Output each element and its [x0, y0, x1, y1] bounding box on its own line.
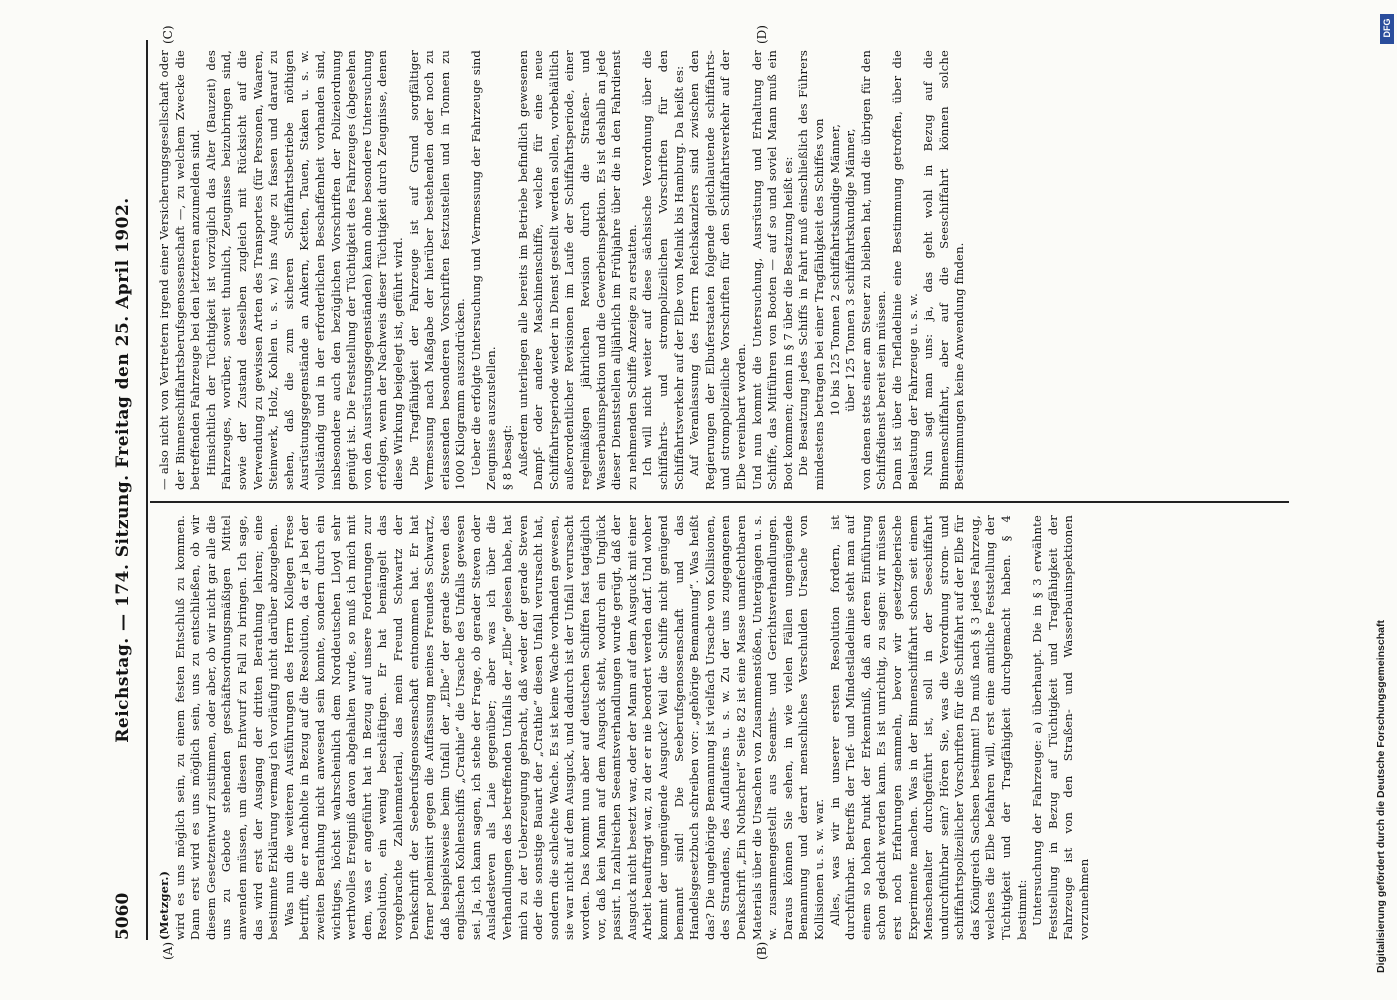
digitization-credit: [1375, 0, 1396, 1000]
margin-mark-c: (C): [160, 25, 175, 44]
right-column: [157, 50, 1287, 490]
page-header: [107, 40, 143, 940]
left-column: [157, 515, 1287, 940]
paragraph: Außerdem unterliegen alle bereits im Betriebe befindlich gewesenen Dampf- oder andere Maschinenschiffe, welche für eine neue Schiffahrtsperiode wieder in Dienst gestellt werden sollen, vorbehältlich außerordentlicher Revisionen im Laufe der Schiffahrtsperiode, einer regelmäßigen jährlichen Revision durch die Straßen- und Wasserbauinspektion und die Gewerbeinspektion. Es ist deshalb an jede dieser Dienststellen alljährlich im Frühjahre über die in den Fahrdienst zu nehmenden Schiffe Anzeige zu erstatten.: [515, 50, 639, 490]
speaker-name: (Metzger.): [156, 870, 171, 940]
paragraph: Dann ist über die Tiefladelinie eine Bestimmung getroffen, über die Belastung der Fahrzeuge u. s. w.: [889, 50, 919, 490]
paragraph: Die Besatzung jedes Schiffs in Fahrt muß einschließlich des Führers mindestens betragen bei einer Tragfähigkeit des Schiffes von: [795, 50, 826, 490]
credit-text: Digitalisierung gefördert durch die Deutsche Forschungsgemeinschaft: [1375, 620, 1387, 973]
rotated-newspaper-page: [49, 0, 1349, 1000]
column-divider: [150, 501, 1289, 503]
table-line: 10 bis 125 Tonnen 2 schiffahrtskundige Männer,: [827, 123, 842, 417]
margin-mark-d: (D): [754, 25, 769, 44]
margin-mark-b: (B): [754, 941, 769, 960]
paragraph: von denen stets einer am Steuer zu bleiben hat, und die übrigen für den Schiffsdienst bereit sein müssen.: [858, 50, 888, 490]
margin-mark-a: (A): [160, 941, 175, 960]
page-title: Reichstag. — 174. Sitzung. Freitag den 25. April 1902.: [112, 197, 133, 743]
paragraph: Die Tragfähigkeit der Fahrzeuge ist auf Grund sorgfältiger Vermessung nach Maßgabe der hierüber bestehenden oder noch zu erlassenden besonderen Vorschriften festzustellen und in Tonnen zu 1000 Kilogramm auszudrücken.: [406, 50, 467, 490]
paragraph: Nun sagt man uns: ja, das geht wohl in Bezug auf die Binnenschiffahrt, aber auf die Seeschiffahrt können solche Bestimmungen keine Anwendung finden.: [920, 50, 966, 490]
paragraph: wird es uns möglich sein, zu einem festen Entschluß zu kommen. Dann erst wird es uns möglich sein, uns zu entschließen, ob wir diesem Gesetzentwurf zustimmen, oder aber, ob wir nicht gar alle die uns zu Gebote stehenden geschäftsordnungsmäßigen Mittel anwenden müssen, um diesen Entwurf zu Fall zu bringen. Ich sage, das wird erst der Ausgang der dritten Berathung lehren; eine bestimmte Erklärung vermag ich vorläufig nicht darüber abzugeben.: [172, 515, 280, 940]
table-line: über 125 Tonnen 3 schiffahrtskundige Männer,: [842, 128, 857, 412]
paragraph: Ueber die erfolgte Untersuchung und Vermessung der Fahrzeuge sind Zeugnisse auszustellen.: [468, 50, 498, 490]
paragraph: — also nicht von Vertretern irgend einer Versicherungsgesellschaft oder der Binnenschiffahrtsberufsgenossenschaft —, zu welchem Zwecke die betreffenden Fahrzeuge bei den letzteren anzumelden sind.: [156, 50, 202, 490]
paragraph: Hinsichtlich der Tüchtigkeit ist vorzüglich das Alter (Bauzeit) des Fahrzeuges, worüber, soweit thunlich, Zeugnisse beizubringen sind, sowie der Zustand desselben zugleich mit Rücksicht auf die Verwendung zu gewissen Arten des Transportes (für Personen, Waaren, Steinwerk, Holz, Kohlen u. s. w.) ins Auge zu fassen und darauf zu sehen, daß die zum sicheren Schiffahrtsbetriebe nöthigen Ausrüstungsgegenstände an Ankern, Ketten, Tauen, Staken u. s. w. vollständig und in der erforderlichen Beschaffenheit vorhanden sind, insbesondere auch den bezüglichen Vorschriften der Polizeiordnung genügt ist. Die Feststellung der Tüchtigkeit des Fahrzeuges (abgesehen von den Ausrüstungsgegenständen) kann ohne besondere Untersuchung erfolgen, wenn der Nachweis dieser Tüchtigkeit durch Zeugnisse, denen diese Wirkung beigelegt ist, geführt wird.: [203, 50, 405, 490]
paragraph: Und nun kommt die Untersuchung, Ausrüstung und Erhaltung der Schiffe, das Mitführen von Booten — auf so und soviel Mann muß ein Boot kommen; denn in § 7 über die Besatzung heißt es:: [749, 50, 795, 490]
paragraph: Untersuchung der Fahrzeuge: a) überhaupt. Die in § 3 erwähnte Feststellung in Bezug auf Tüchtigkeit und Tragfähigkeit der Fahrzeuge ist von den Straßen- und Wasserbauinspektionen vorzunehmen: [1029, 515, 1091, 940]
header-rule: [146, 40, 148, 940]
page-number: 5060: [112, 892, 133, 940]
paragraph: Alles, was wir in unserer ersten Resolution fordern, ist durchführbar. Betreffs der Tief- und Mindestladelinie steht man auf einem so hohen Punkt der Erkenntniß, daß an deren Einführung schon gedacht werden kann. Es ist unrichtig, zu sagen: wir müssen erst noch Erfahrungen sammeln, bevor wir gesetzgeberische Experimente machen. Was in der Binnenschiffahrt schon seit einem Menschenalter durchgeführt ist, soll in der Seeschiffahrt undurchführbar sein? Hören Sie, was die Verordnung strom- und schiffahrtspolizeilicher Vorschriften für die Schiffahrt auf der Elbe für das Königreich Sachsen bestimmt! Da muß nach § 3 jedes Fahrzeug, welches die Elbe befahren will, erst eine amtliche Feststellung der Tüchtigkeit und der Tragfähigkeit durchgemacht haben. § 4 bestimmt:: [827, 515, 1029, 940]
paragraph: Auf Veranlassung des Herrn Reichskanzlers sind zwischen den Regierungen der Elbuferstaaten folgende gleichlautende schiffahrts- und strompolizeiliche Vorschriften für den Schiffahrtsverkehr auf der Elbe vereinbart worden.: [686, 50, 748, 490]
paragraph: Was nun die weiteren Ausführungen des Herrn Kollegen Frese betrifft, die er nachholte in Bezug auf die Resolution, da er ja bei der zweiten Berathung nicht anwesend sein konnte, sondern durch ein wichtiges, höchst wahrscheinlich dem Norddeutschen Lloyd sehr werthvolles Ereigniß davon abgehalten wurde, so muß ich mich mit dem, was er angeführt hat in Bezug auf unsere Forderungen zur Resolution, ein wenig beschäftigen. Er hat bemängelt das vorgebrachte Zahlenmaterial, das mein Freund Schwartz der Denkschrift der Seeberufsgenossenschaft entnommen hat. Er hat ferner polemisirt gegen die Auffassung meines Freundes Schwartz, daß beispielsweise beim Unfall der „Elbe“ der gerade Steven des englischen Kohlenschiffs „Crathie“ die Ursache des Unfalls gewesen sei. Ja, ich kann sagen, ich stehe der Frage, ob gerader Steven oder Ausladesteven als Laie gegenüber; aber was ich über die Verhandlungen des betreffenden Unfalls der „Elbe“ gelesen habe, hat mich zu der Ueberzeugung gebracht, daß weder der gerade Steven oder die sonstige Bauart der „Crathie“ diesen Unfall verursacht hat, sondern die schlechte Wache. Es ist keine Wache vorhanden gewesen, sie war nicht auf dem Ausguck, und dadurch ist der Unfall verursacht worden. Das kommt nun aber auf deutschen Schiffen fast tagtäglich vor, daß kein Mann auf dem Ausguck steht, wodurch ein Unglück passirt. In zahlreichen Seeamtsverhandlungen wurde gerügt, daß der Ausguck nicht besetzt war, oder der Mann auf dem Ausguck mit einer Arbeit beauftragt war, zu der er nie beordert werden darf. Und woher kommt der ungenügende Ausguck? Weil die Schiffe nicht genügend bemannt sind! Die Seeberufsgenossenschaft und das Handelsgesetzbuch schreiben vor: „gehörige Bemannung“. Was heißt das? Die ungehörige Bemannung ist vielfach Ursache von Kollisionen, des Strandens, des Auflaufens u. s. w. Zu der uns zugegangenen Denkschrift „Ein Nothschrei“ Seite 82 ist eine Masse unanfechtbaren Materials über die Ursachen von Zusammenstößen, Untergängen u. s. w. zusammengestellt aus Seeamts- und Gerichtsverhandlungen. Daraus können Sie sehen, in wie vielen Fällen ungenügende Bemannung und derart menschliches Verschulden Ursache von Kollisionen u. s. w. war.: [281, 515, 826, 940]
paragraph: Ich will nicht weiter auf diese sächsische Verordnung über die schiffahrts- und strompolizeilichen Vorschriften für den Schiffahrtsverkehr auf der Elbe von Melnik bis Hamburg. Da heißt es:: [639, 50, 686, 490]
dfg-logo-label: DFG: [1382, 18, 1392, 38]
section-reference: § 8 besagt:: [499, 424, 514, 490]
